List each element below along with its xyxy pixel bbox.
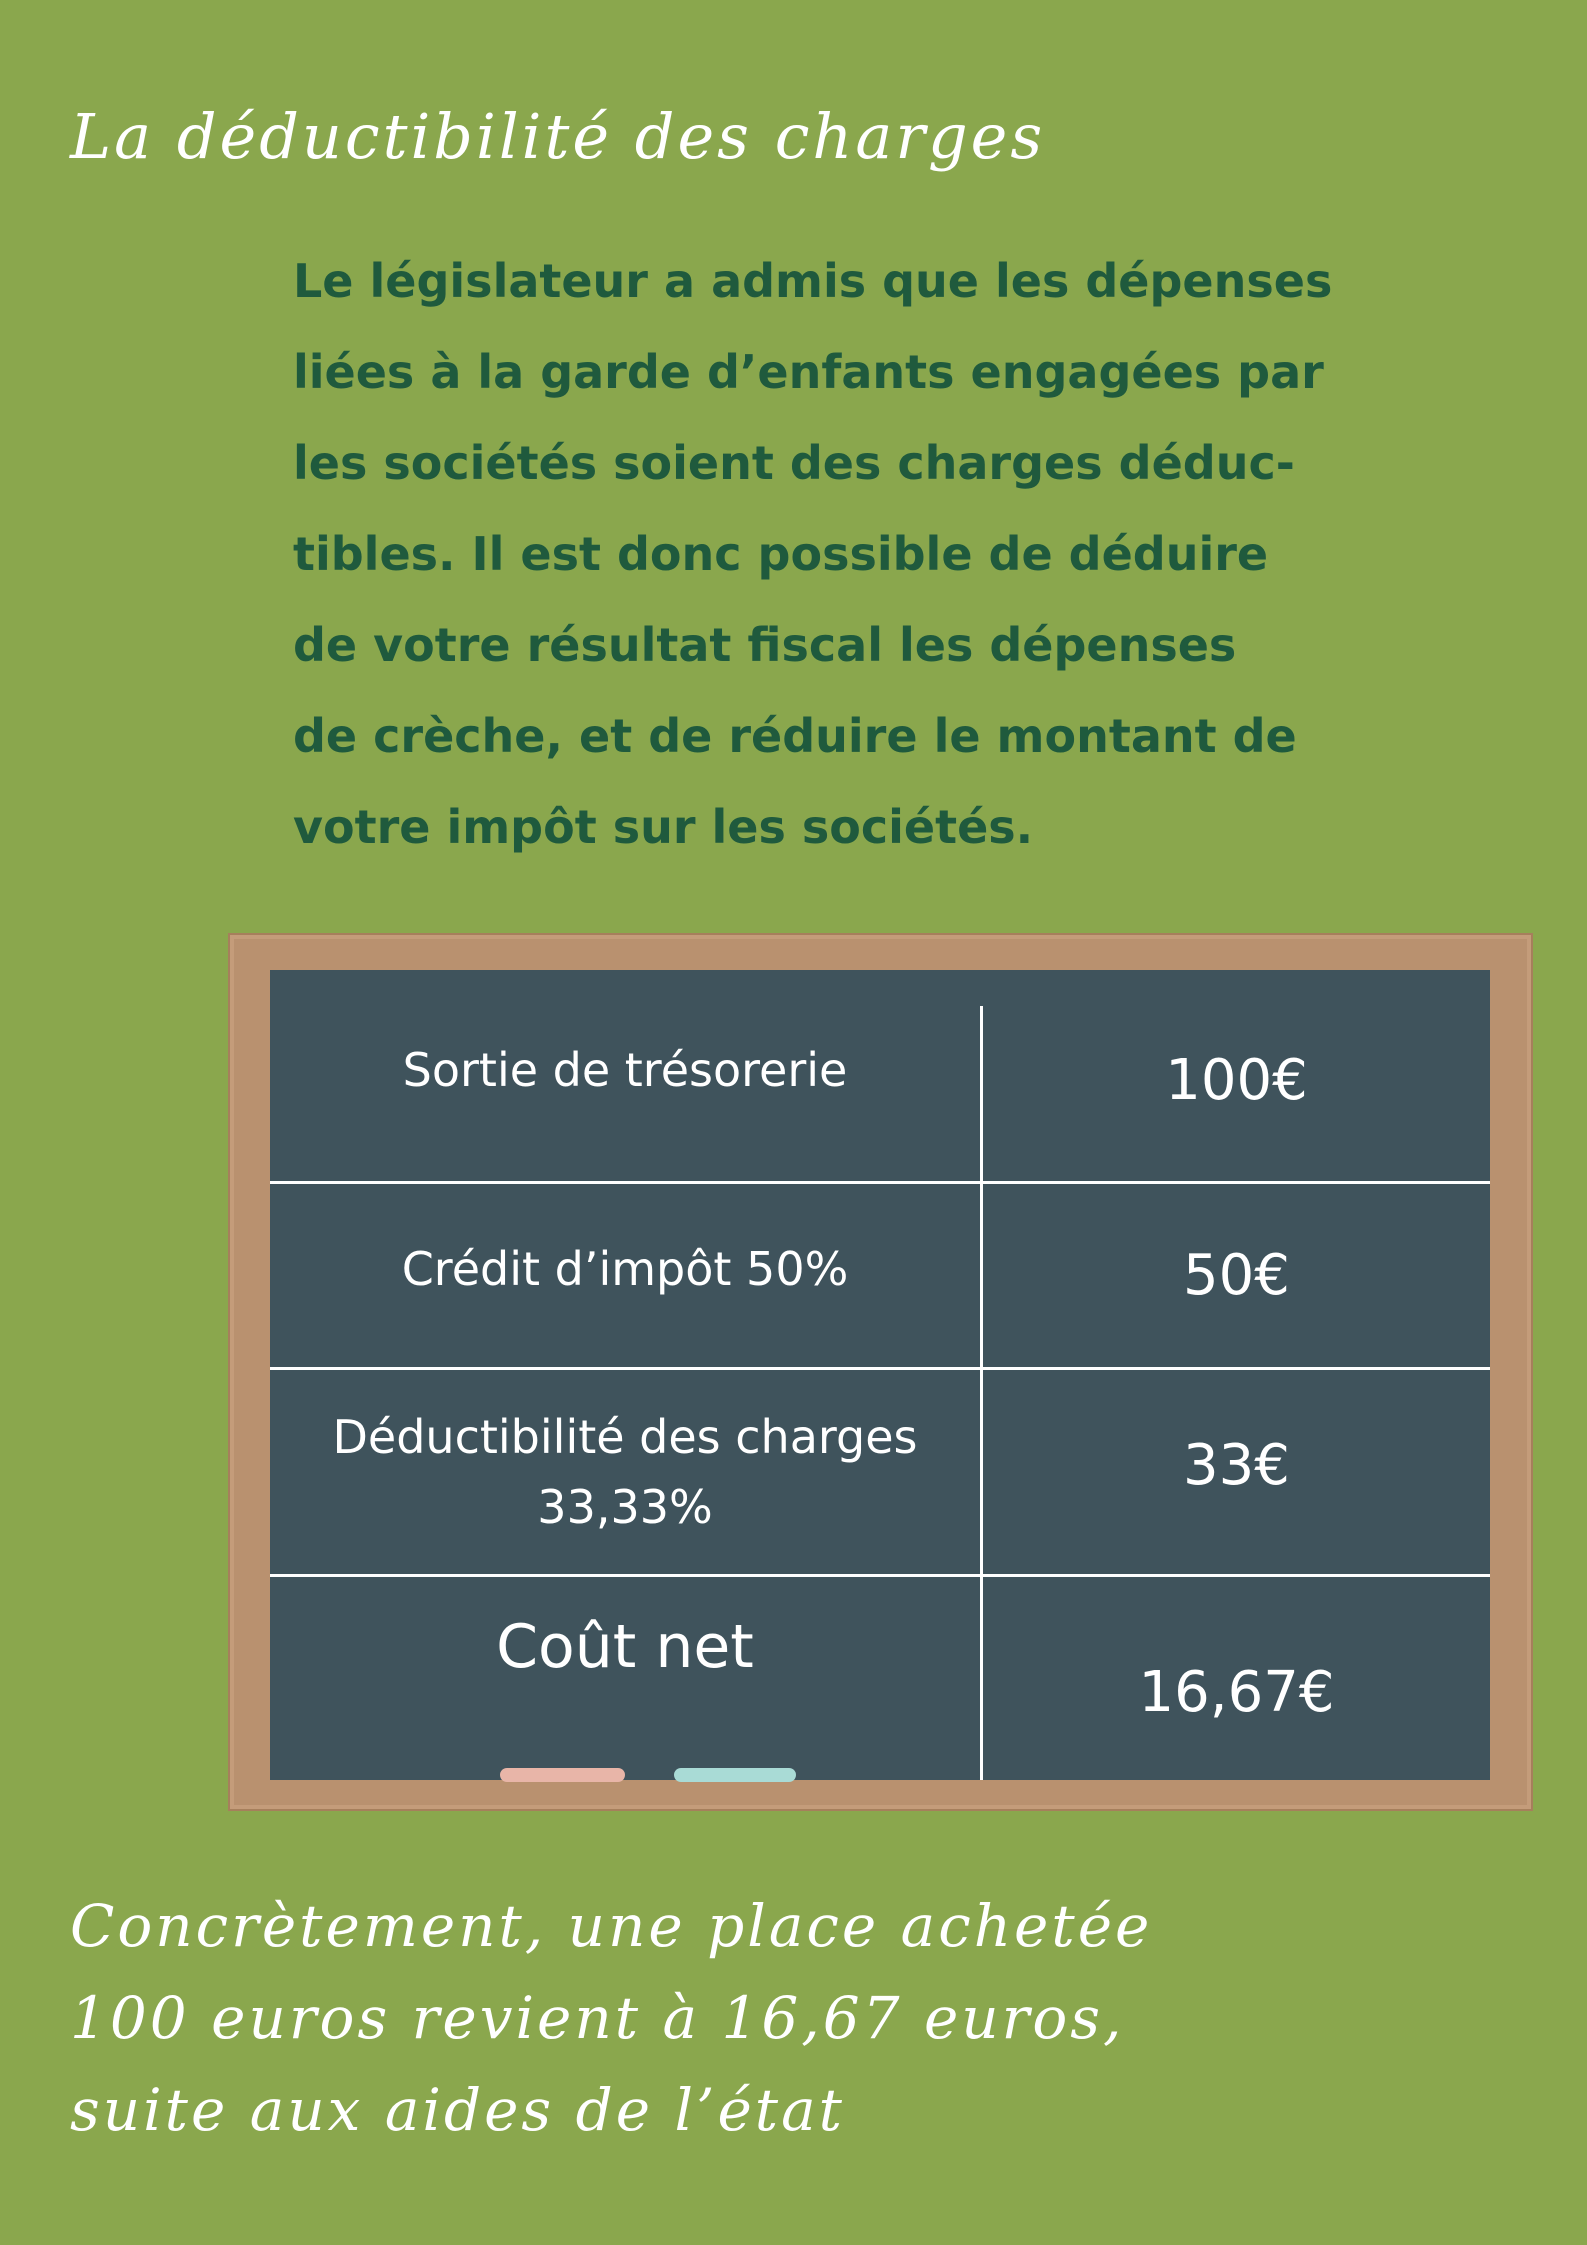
table-row-value: 100€ bbox=[1165, 1047, 1308, 1113]
conclusion-line: suite aux aides de l’état bbox=[70, 2076, 845, 2144]
row-label-text: Coût net bbox=[496, 1612, 754, 1682]
intro-line: Le législateur a admis que les dépenses bbox=[293, 254, 1333, 308]
conclusion-line: 100 euros revient à 16,67 euros, bbox=[70, 1984, 1125, 2052]
row-label-text: 33,33% bbox=[537, 1480, 713, 1534]
intro-line: de crèche, et de réduire le montant de bbox=[293, 709, 1297, 763]
intro-line: votre impôt sur les sociétés. bbox=[293, 800, 1034, 854]
intro-line: liées à la garde d’enfants engagées par bbox=[293, 345, 1324, 399]
intro-line: de votre résultat fiscal les dépenses bbox=[293, 618, 1237, 672]
intro-paragraph bbox=[293, 236, 1523, 873]
table-row-value: 16,67€ bbox=[1138, 1659, 1335, 1725]
chalkboard-frame bbox=[228, 933, 1533, 1811]
page-title: La déductibilité des charges bbox=[70, 100, 1046, 173]
intro-line: les sociétés soient des charges déduc- bbox=[293, 436, 1295, 490]
conclusion-line: Concrètement, une place achetée bbox=[70, 1892, 1153, 1960]
table-row-label bbox=[270, 1184, 980, 1354]
table-row-label bbox=[270, 1010, 980, 1130]
table-row-value: 50€ bbox=[1183, 1243, 1290, 1308]
table-row-label bbox=[270, 1370, 980, 1574]
intro-line: tibles. Il est donc possible de déduire bbox=[293, 527, 1269, 581]
conclusion-text bbox=[70, 1880, 1152, 2156]
pink-chalk bbox=[500, 1768, 625, 1782]
blue-chalk bbox=[674, 1768, 796, 1782]
table-row-value: 33€ bbox=[1183, 1432, 1290, 1498]
table-row-label bbox=[270, 1577, 980, 1717]
chalkboard-table bbox=[270, 970, 1490, 1780]
row-label-text: Crédit d’impôt 50% bbox=[401, 1242, 849, 1296]
row-label-text: Sortie de trésorerie bbox=[402, 1043, 848, 1097]
row-label-text: Déductibilité des charges bbox=[332, 1410, 918, 1464]
